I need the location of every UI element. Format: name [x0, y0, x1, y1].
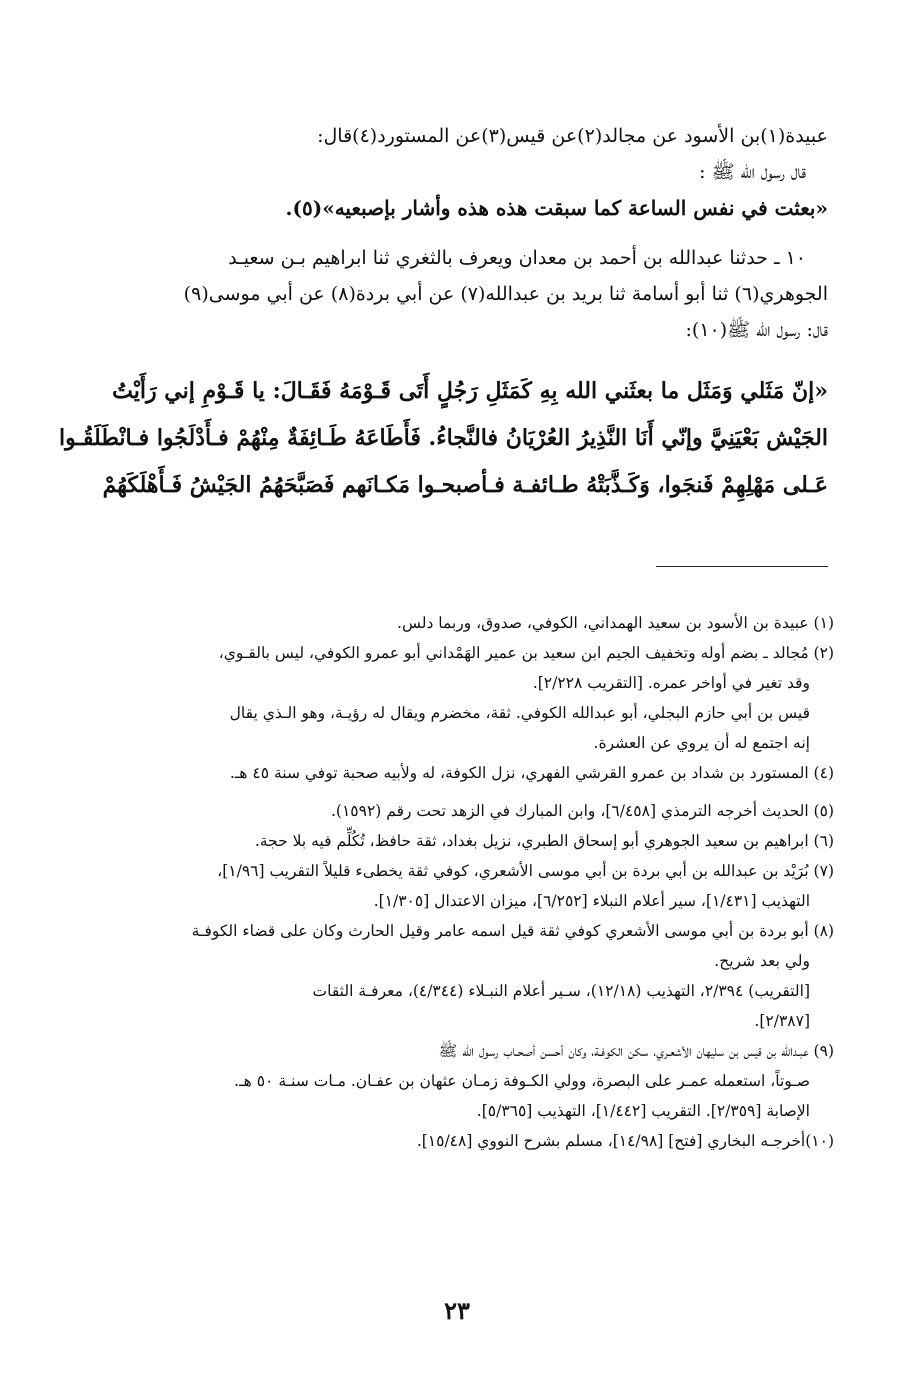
- footnote-7-line-2: التهذيب [١/٤٣١]، سير أعلام النبلاء [٦/٢٥٢]، ميزان الاعتدال [١/٣٠٥].: [373, 892, 810, 910]
- footnote-8-line-4: [٢/٣٨٧].: [754, 1012, 810, 1030]
- footnote-9-line-2: صـوتاً، استعمله عمـر على البصرة، وولي الكـوفة زمـان عثهان بن عفـان. مـات سنـة ٥٠ هـ.: [234, 1072, 810, 1090]
- footnote-9-line-3: الإصابة [٢/٣٥٩]. التقريب [١/٤٤٢]، التهذيب [٥/٣٦٥].: [476, 1102, 810, 1120]
- page-number: ٢٣: [444, 1296, 470, 1325]
- footnote-separator: [656, 566, 828, 567]
- footnote-10: (١٠)أخرجـه البخاري [فتح] [١٤/٩٨]، مسلم بشرح النووي [١٥/٤٨].: [416, 1132, 834, 1150]
- text-line-isnad-1: عبيدة(١)بن الأسود عن مجالد(٢)عن قيس(٣)عن المستورد(٤)قال:: [317, 125, 828, 147]
- hadith-10-isnad-line-3: قال: رسول الله ﷺ(١٠):: [685, 319, 828, 341]
- hadith-10-text-line-3: عَـلى مَهْلِهِمْ فَنجَوا، وَكَـذَّبَتْهُ طـائفـة فـأصبحـوا مَكـانَهم فَصَبَّحَهُمُ الجَيْشُ فَـأَهْلَكَهُمْ: [102, 472, 828, 498]
- footnote-4: (٤) المستورد بن شداد بن عمرو القرشي الفهري، نزل الكوفة، له ولأبيه صحبة توفي سنة ٤٥ هـ.: [229, 764, 834, 782]
- hadith-10-isnad-line-2: الجوهري(٦) ثنا أبو أسامة ثنا بريد بن عبدالله(٧) عن أبي بردة(٨) عن أبي موسى(٩): [183, 283, 828, 305]
- footnotes: [94, 608, 834, 1156]
- footnote-3-line-2: إنه اجتمع له أن يروي عن العشرة.: [593, 734, 810, 752]
- hadith-text-1: «بعثت في نفس الساعة كما سبقت هذه هذه وأشار بإصبعيه»(٥).: [285, 196, 828, 220]
- footnote-6: (٦) ابراهيم بن سعيد الجوهري أبو إسحاق الطبري، نزيل بغداد، ثقة حافظ، تُكُلِّم فيه بلا حجة.: [254, 832, 834, 850]
- hadith-10-text-line-2: الجَيْش بَعْيَنِيَّ وإنّي أَنَا النَّذِيرُ العُرْيَانُ فالنَّجاءُ. فَأَطَاعَهُ طَـائِفَةٌ مِنْهُمْ فـأَدْلَجُوا فـانْطَلَقُـوا: [58, 425, 828, 451]
- footnote-2-line-1: (٢) مُجالد ـ بضم أوله وتخفيف الجيم ابن سعيد بن عمير الهَمْداني أبو عمرو الكوفي، ليس بالقـوي،: [218, 644, 834, 662]
- footnote-8-line-2: ولي بعد شريح.: [714, 952, 810, 970]
- footnote-9-line-1: (٩) عبـدالله بن قيس بن سليهان الأشعـري، سكن الكوفـة، وكان أحسن أصحـاب رسول الله ﷺ: [438, 1042, 834, 1060]
- hadith-10-text-line-1: «إنّ مَثَلي وَمَثَل ما بعثَني الله بِهِ كَمَثَلِ رَجُلٍ أَتَى قَـوْمَهُ فَقَـالَ: يا قَـوْمِ إني رَأَيْتُ: [112, 378, 828, 404]
- footnote-1: (١) عبيدة بن الأسود بن سعيد الهمداني، الكوفي، صدوق، وربما دلس.: [397, 614, 834, 632]
- footnote-8-line-3: [التقريب) ٢/٣٩٤، التهذيب (١٢/١٨)، سـير أعلام النبـلاء (٤/٣٤٤)، معرفـة الثقات: [312, 982, 810, 1000]
- footnote-8-line-1: (٨) أبو بردة بن أبي موسى الأشعري كوفي ثقة قيل اسمه عامر وقيل الحارث وكان على قضاء الكوفـة: [191, 922, 834, 940]
- footnote-2-line-2: وقد تغير في أواخر عمره. [التقريب ٢/٢٢٨].: [532, 674, 810, 692]
- footnote-5: (٥) الحديث أخرجه الترمذي [٦/٤٥٨]، وابن المبارك في الزهد تحت رقم (١٥٩٢).: [330, 802, 834, 820]
- main-text: [58, 118, 828, 509]
- footnote-3-line-1: قيس بن أبي حازم البجلي، أبو عبدالله الكوفي. ثقة، مخضرم ويقال له رؤيـة، وهو الـذي يقال: [229, 704, 810, 722]
- text-line-prophet-said: قال رسول الله ﷺ :: [699, 161, 806, 183]
- footnote-7-line-1: (٧) بُرَيْد بن عبدالله بن أبي بردة بن أبي موسى الأشعري، كوفي ثقة يخطىء قليلاً التقريب [١/٩٦]،: [217, 862, 834, 880]
- hadith-10-isnad-line-1: ١٠ ـ حدثنا عبدالله بن أحمد بن معدان ويعرف بالثغري ثنا ابراهيم بـن سعيـد: [228, 247, 806, 269]
